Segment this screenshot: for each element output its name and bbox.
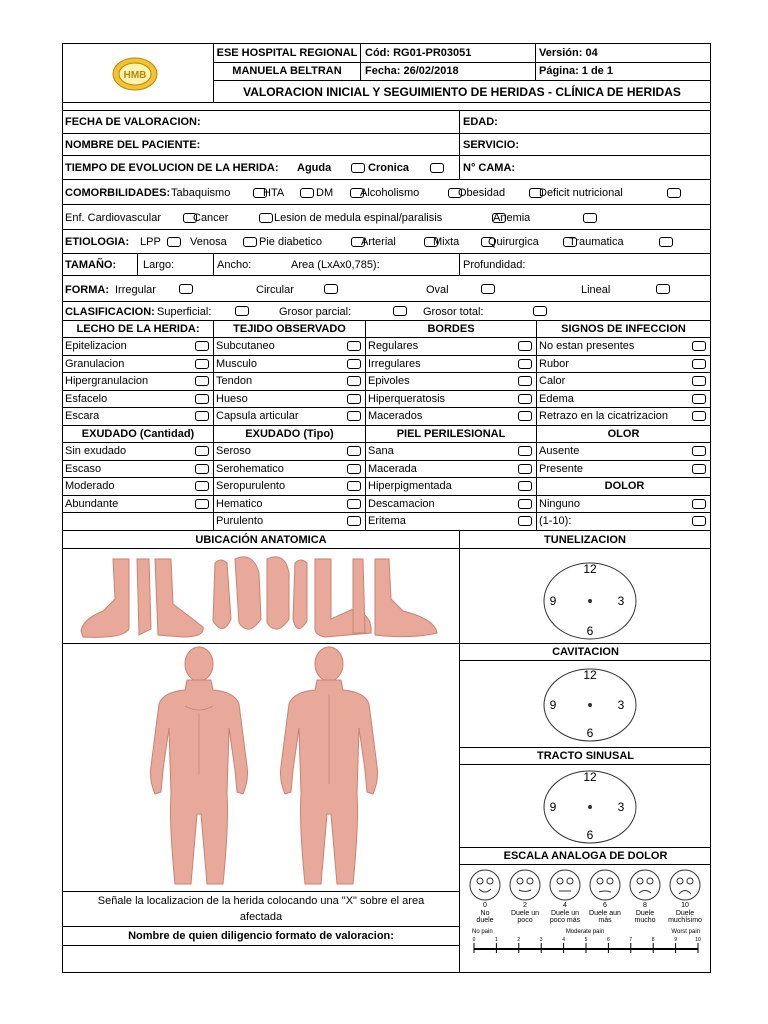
etiologia-label: ETIOLOGIA:: [65, 236, 130, 248]
piel-item-label: Sana: [368, 445, 394, 457]
grid-row: [63, 443, 710, 461]
svg-text:9: 9: [549, 800, 557, 814]
tejido-item-label: Musculo: [216, 357, 257, 370]
dolor-scale-cell: [536, 513, 710, 530]
lecho-item-label: Granulacion: [65, 357, 125, 370]
pain-scale-no_pain: No pain: [472, 929, 493, 935]
pain-face-6: [590, 870, 620, 900]
exudado-cant-item-cell: [63, 478, 213, 495]
hta-label: HTA: [263, 187, 285, 199]
cavitacion-header: CAVITACION: [552, 646, 619, 658]
tunelizacion-clock-cell[interactable]: [459, 549, 711, 644]
face-icon: [590, 870, 620, 900]
cronica-checkbox[interactable]: [430, 163, 444, 173]
cancer-checkbox[interactable]: [259, 213, 273, 223]
svg-text:12: 12: [583, 668, 597, 682]
clasificacion-label: CLASIFICACION:: [65, 306, 155, 318]
bordes-item-checkbox[interactable]: [518, 411, 532, 421]
tunelizacion-header: TUNELIZACION: [459, 531, 710, 548]
deficit-checkbox[interactable]: [667, 188, 681, 198]
grosor-parcial-label: Grosor parcial:: [279, 306, 352, 318]
dm-label: DM: [316, 187, 334, 199]
signos-item-checkbox[interactable]: [692, 359, 706, 369]
tamano-label: TAMAÑO:: [65, 259, 117, 271]
lecho-item-label: Hipergranulacion: [65, 375, 149, 388]
aguda-checkbox[interactable]: [351, 163, 365, 173]
tiempo-label: TIEMPO DE EVOLUCION DE LA HERIDA:: [65, 162, 279, 174]
grosor-total-checkbox[interactable]: [533, 306, 547, 316]
lecho-item-label: Esfacelo: [65, 392, 108, 405]
lecho-item-checkbox[interactable]: [195, 394, 209, 404]
profundidad-label: Profundidad:: [459, 254, 710, 275]
dolor-scale-checkbox[interactable]: [692, 516, 706, 526]
bordes-item-label: Macerados: [368, 410, 423, 423]
pain-face-10: [670, 870, 700, 900]
face-icon: [470, 870, 500, 900]
paciente-label: NOMBRE DEL PACIENTE:: [65, 139, 201, 151]
oval-label: Oval: [426, 284, 449, 296]
bordes-item-label: Hiperqueratosis: [368, 392, 446, 405]
piel-item-checkbox[interactable]: [518, 446, 532, 456]
grid-row: [63, 478, 710, 496]
exudado-cant-item-checkbox[interactable]: [195, 464, 209, 474]
deficit-label: Deficit nutricional: [539, 187, 623, 199]
exudado-tipo-item-cell: [213, 461, 365, 478]
exudado-tipo-item-label: Hematico: [216, 497, 263, 510]
bordes-header: BORDES: [365, 321, 536, 337]
venosa-label: Venosa: [190, 236, 227, 248]
exudado-cant-item-label: Escaso: [65, 462, 102, 475]
face-icon: [670, 870, 700, 900]
bordes-item-checkbox[interactable]: [518, 394, 532, 404]
pain-face-label1: Duele un: [510, 910, 540, 917]
logo-cell: [63, 44, 213, 102]
piel-item-cell: [365, 496, 536, 513]
pain-face-label2: más: [598, 917, 612, 924]
exudado-cant-item-cell: [63, 461, 213, 478]
cavitacion-clock: [537, 665, 643, 745]
lecho-item-checkbox[interactable]: [195, 359, 209, 369]
pain-tick-label: 4: [562, 937, 565, 943]
exudado-cant-item-cell: [63, 513, 213, 530]
tejido-item-checkbox[interactable]: [347, 394, 361, 404]
ubicacion-header-row: [63, 531, 710, 549]
pain-face-label1: No: [480, 910, 490, 917]
signos-item-label: Edema: [539, 392, 574, 405]
svg-text:6: 6: [586, 828, 594, 842]
cronica-label: Cronica: [368, 162, 409, 174]
lecho-item-checkbox[interactable]: [195, 341, 209, 351]
piel-item-label: Eritema: [368, 515, 406, 528]
ubicacion-header: UBICACIÓN ANATOMICA: [195, 534, 327, 546]
exudado-cant-item-checkbox[interactable]: [195, 481, 209, 491]
fecha-label: FECHA DE VALORACION:: [65, 116, 201, 128]
pain-face-num: 4: [563, 902, 567, 909]
pain-face-num: 2: [523, 902, 527, 909]
exudado-tipo-item-checkbox[interactable]: [347, 446, 361, 456]
alcoholismo-label: Alcoholismo: [360, 187, 420, 199]
hospital-name-1: ESE HOSPITAL REGIONAL: [213, 44, 360, 63]
svg-text:12: 12: [583, 562, 597, 576]
pain-face-label1: Duele: [675, 910, 695, 917]
servicio-label: SERVICIO:: [459, 134, 710, 155]
pain-face-label1: Duele: [635, 910, 655, 917]
circular-checkbox[interactable]: [324, 284, 338, 294]
pain-tick-label: 9: [674, 937, 677, 943]
pain-face-label2: poco más: [549, 917, 581, 924]
lecho-item-checkbox[interactable]: [195, 411, 209, 421]
tejido-item-label: Hueso: [216, 392, 248, 405]
oval-checkbox[interactable]: [481, 284, 495, 294]
signos-item-checkbox[interactable]: [692, 411, 706, 421]
pain-face-2: [510, 870, 540, 900]
diligencio-field[interactable]: [63, 945, 459, 972]
tejido-header: TEJIDO OBSERVADO: [213, 321, 365, 337]
bordes-item-checkbox[interactable]: [518, 359, 532, 369]
signos-item-checkbox[interactable]: [692, 341, 706, 351]
pain-tick-label: 1: [495, 937, 498, 943]
mixta-label: Mixta: [433, 236, 460, 248]
forma-label: FORMA:: [65, 284, 109, 296]
tracto-clock: [537, 767, 643, 847]
grosor-parcial-checkbox[interactable]: [393, 306, 407, 316]
exudado-tipo-item-cell: [213, 478, 365, 495]
lecho-item-label: Escara: [65, 410, 100, 423]
pie-diabetico-label: Pie diabetico: [259, 236, 322, 248]
exudado-cant-item-checkbox[interactable]: [195, 446, 209, 456]
exudado-tipo-item-cell: [213, 496, 365, 513]
pain-face-label2: muchísimo: [668, 917, 702, 924]
signos-item-label: Rubor: [539, 357, 569, 370]
svg-text:HMB: HMB: [123, 70, 147, 81]
ancho-label: Ancho:: [213, 254, 288, 275]
exudado-tipo-item-label: Purulento: [216, 515, 264, 528]
pain-tick-label: 6: [607, 937, 610, 943]
bordes-item-label: Regulares: [368, 340, 419, 352]
tracto-header: TRACTO SINUSAL: [537, 750, 634, 762]
pain-face-0: [470, 870, 500, 900]
tejido-item-label: Tendon: [216, 375, 253, 388]
edad-label: EDAD:: [459, 111, 710, 133]
dolor-header-cell: [536, 478, 710, 495]
lecho-header: LECHO DE LA HERIDA:: [76, 323, 200, 335]
bordes-item-label: Epivoles: [368, 375, 410, 388]
pain-tick-label: 3: [539, 937, 543, 943]
escala-header: ESCALA ANALOGA DE DOLOR: [503, 850, 668, 862]
piel-item-checkbox[interactable]: [518, 516, 532, 526]
pain-tick-label: 8: [651, 937, 655, 943]
piel-header: PIEL PERILESIONAL: [365, 426, 536, 442]
tunelizacion-clock: [537, 559, 643, 643]
olor-header: OLOR: [536, 426, 710, 442]
feet-area[interactable]: [63, 549, 459, 644]
pain-tick-label: 5: [584, 937, 588, 943]
pain-face-label1: Duele aun: [589, 910, 621, 917]
exudado-cant-item-cell: [63, 443, 213, 460]
grid-row: [63, 496, 710, 514]
dolor-ninguno-cell: [536, 496, 710, 513]
grosor-total-label: Grosor total:: [423, 306, 484, 318]
lpp-label: LPP: [140, 236, 161, 248]
face-icon: [630, 870, 660, 900]
doc-date: Fecha: 26/02/2018: [360, 63, 535, 80]
traumatica-label: Traumatica: [569, 236, 624, 248]
pain-scale-worst: Worst pain: [671, 929, 700, 935]
piel-item-checkbox[interactable]: [518, 481, 532, 491]
exudado-tipo-item-checkbox[interactable]: [347, 464, 361, 474]
exudado-tipo-item-label: Serohematico: [216, 462, 284, 475]
svg-text:3: 3: [617, 594, 625, 608]
tejido-item-checkbox[interactable]: [347, 411, 361, 421]
grid-row: [63, 391, 710, 409]
wound-assessment-form: [62, 43, 711, 973]
grid-row: [63, 373, 710, 391]
svg-text:9: 9: [549, 698, 557, 712]
exudado-tipo-item-cell: [213, 513, 365, 530]
cardiovascular-label: Enf. Cardiovascular: [65, 212, 161, 224]
pain-tick-label: 7: [629, 937, 633, 943]
pain-face-8: [630, 870, 660, 900]
pain-face-label1: Duele un: [550, 910, 580, 917]
piel-item-label: Hiperpigmentada: [368, 480, 452, 493]
dolor-header-label: DOLOR: [604, 480, 645, 493]
hospital-logo: [111, 56, 159, 92]
piel-item-checkbox[interactable]: [518, 499, 532, 509]
face-icon: [550, 870, 580, 900]
signos-item-label: Calor: [539, 375, 566, 388]
tejido-item-checkbox[interactable]: [347, 359, 361, 369]
area-label: Area (LxAx0,785):: [291, 259, 380, 271]
olor-presente-label: Presente: [539, 462, 584, 475]
pain-scale: [460, 865, 711, 972]
quirurgica-label: Quirurgica: [488, 236, 539, 248]
pain-scale-cell: [459, 865, 711, 972]
body-diagram: [63, 644, 459, 891]
svg-text:3: 3: [617, 800, 625, 814]
arterial-label: Arterial: [361, 236, 396, 248]
lecho-item-label: Epitelizacion: [65, 340, 127, 352]
pain-face-4: [550, 870, 580, 900]
feet-diagram: [63, 549, 459, 643]
grid-row: [63, 356, 710, 374]
header: [63, 44, 710, 103]
exudado-tipo-header: EXUDADO (Tipo): [213, 426, 365, 442]
piel-item-cell: [365, 443, 536, 460]
pain-face-label2: mucho: [634, 917, 656, 924]
exudado-tipo-item-label: Seropurulento: [216, 480, 286, 493]
anemia-checkbox[interactable]: [583, 213, 597, 223]
tejido-item-label: Subcutaneo: [216, 340, 275, 352]
form-title: VALORACION INICIAL Y SEGUIMIENTO DE HERIDAS - CLÍNICA DE HERIDAS: [213, 80, 710, 102]
pain-face-num: 8: [643, 902, 647, 909]
pain-face-num: 10: [681, 902, 689, 909]
venosa-checkbox[interactable]: [243, 237, 257, 247]
exudado-cant-header: EXUDADO (Cantidad): [81, 428, 195, 440]
exudado-cant-item-checkbox[interactable]: [195, 499, 209, 509]
piel-item-cell: [365, 513, 536, 530]
tabaquismo-label: Tabaquismo: [171, 187, 231, 199]
lesion-medula-label: Lesion de medula espinal/paralisis: [274, 212, 443, 224]
obesidad-label: Obesidad: [458, 187, 506, 199]
section1-headers: [63, 321, 710, 338]
tejido-item-label: Capsula articular: [216, 410, 299, 423]
section2-headers: [63, 426, 710, 443]
signos-item-label: No estan presentes: [539, 340, 635, 352]
bordes-item-label: Irregulares: [368, 357, 421, 370]
signos-item-checkbox[interactable]: [692, 394, 706, 404]
svg-text:3: 3: [617, 698, 625, 712]
grid-row: [63, 461, 710, 479]
piel-item-label: Descamacion: [368, 497, 435, 510]
instruction-text: Señale la localizacion de la herida colocando una "X" sobre el area afectada: [63, 891, 459, 927]
grid-row: [63, 338, 710, 356]
tejido-item-checkbox[interactable]: [347, 376, 361, 386]
tracto-clock-cell[interactable]: [459, 765, 711, 848]
superficial-label: Superficial:: [157, 306, 212, 318]
tejido-item-checkbox[interactable]: [347, 341, 361, 351]
olor-ausente-checkbox[interactable]: [692, 446, 706, 456]
piel-item-cell: [365, 461, 536, 478]
signos-item-checkbox[interactable]: [692, 376, 706, 386]
olor-ausente-label: Ausente: [539, 445, 580, 457]
dolor-ninguno-label: Ninguno: [539, 497, 580, 510]
dolor-scale-label: (1-10):: [539, 515, 572, 528]
piel-item-cell: [365, 478, 536, 495]
exudado-cant-item-label: Sin exudado: [65, 445, 127, 457]
pain-tick-label: 10: [695, 937, 701, 943]
signos-header: SIGNOS DE INFECCION: [536, 321, 710, 337]
spacer: [63, 103, 710, 111]
exudado-cant-item-cell: [63, 496, 213, 513]
cancer-label: Cancer: [193, 212, 229, 224]
signos-item-label: Retrazo en la cicatrizacion: [539, 410, 669, 423]
svg-text:9: 9: [549, 594, 557, 608]
hta-checkbox[interactable]: [300, 188, 314, 198]
exudado-tipo-item-checkbox[interactable]: [347, 481, 361, 491]
svg-text:6: 6: [586, 624, 594, 638]
grid-row: [63, 408, 710, 426]
diligencio-label: Nombre de quien diligencio formato de valoracion:: [63, 927, 459, 946]
pain-face-label2: poco: [517, 917, 533, 924]
lpp-checkbox[interactable]: [167, 237, 181, 247]
lineal-label: Lineal: [581, 284, 611, 296]
exudado-cant-item-label: Abundante: [65, 497, 119, 510]
comorbilidades-row: [63, 180, 710, 205]
exudado-tipo-item-checkbox[interactable]: [347, 516, 361, 526]
exudado-tipo-item-cell: [213, 443, 365, 460]
pain-tick-label: 2: [517, 937, 521, 943]
pain-face-num: 6: [603, 902, 607, 909]
hospital-name-2: MANUELA BELTRAN: [213, 63, 360, 80]
piel-item-checkbox[interactable]: [518, 464, 532, 474]
comorbilidades-label: COMORBILIDADES:: [65, 187, 171, 199]
cavitacion-clock-cell[interactable]: [459, 661, 711, 748]
olor-presente-cell: [536, 461, 710, 478]
grid-row: [63, 513, 710, 531]
anemia-label: Anemia: [493, 212, 531, 224]
bordes-item-checkbox[interactable]: [518, 341, 532, 351]
svg-text:12: 12: [583, 770, 597, 784]
exudado-cant-item-label: Moderado: [65, 480, 115, 493]
face-icon: [510, 870, 540, 900]
cama-label: N° CAMA:: [459, 156, 710, 179]
exudado-tipo-item-label: Seroso: [216, 445, 251, 457]
dolor-ninguno-checkbox[interactable]: [692, 499, 706, 509]
svg-text:6: 6: [586, 726, 594, 740]
pain-scale-moderate: Moderate pain: [565, 929, 605, 935]
bordes-item-checkbox[interactable]: [518, 376, 532, 386]
superficial-checkbox[interactable]: [235, 306, 249, 316]
lineal-checkbox[interactable]: [656, 284, 670, 294]
pain-face-num: 0: [483, 902, 487, 909]
olor-ausente-cell: [536, 443, 710, 460]
aguda-label: Aguda: [297, 162, 332, 174]
exudado-tipo-item-checkbox[interactable]: [347, 499, 361, 509]
traumatica-checkbox[interactable]: [659, 237, 673, 247]
doc-version: Versión: 04: [535, 44, 710, 63]
olor-presente-checkbox[interactable]: [692, 464, 706, 474]
pain-tick-label: 0: [472, 937, 476, 943]
irregular-label: Irregular: [115, 284, 156, 296]
body-area[interactable]: [63, 644, 459, 892]
piel-item-label: Macerada: [368, 462, 417, 475]
irregular-checkbox[interactable]: [179, 284, 193, 294]
doc-page: Página: 1 de 1: [535, 63, 710, 80]
circular-label: Circular: [256, 284, 294, 296]
pain-face-label2: duele: [476, 917, 494, 924]
largo-label: Largo:: [137, 254, 212, 275]
doc-code: Cód: RG01-PR03051: [360, 44, 535, 63]
lecho-item-checkbox[interactable]: [195, 376, 209, 386]
